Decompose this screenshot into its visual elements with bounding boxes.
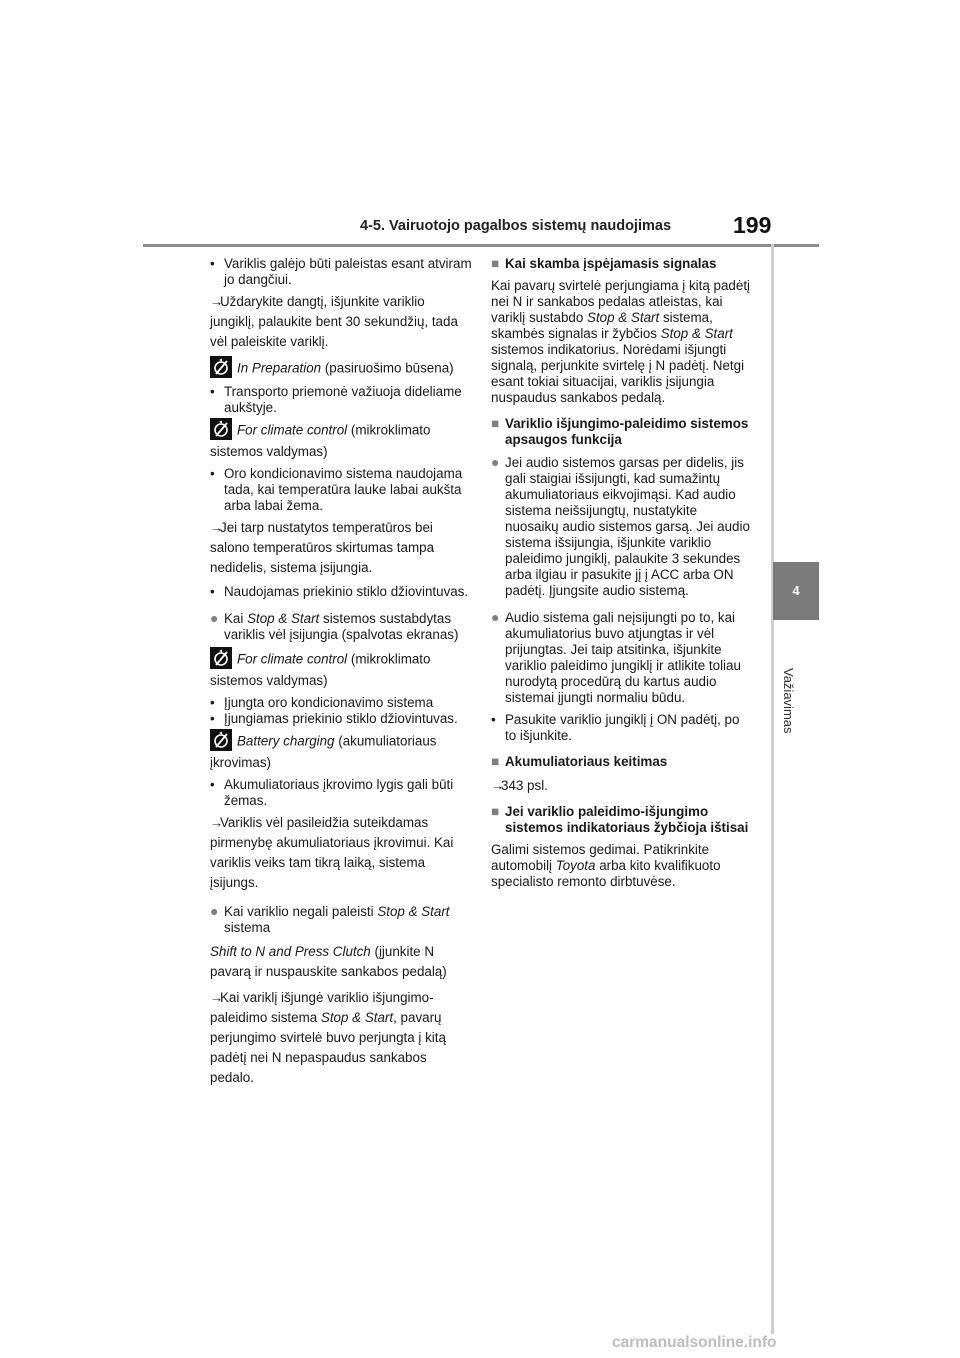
indicator-item: In Preparation (pasiruošimo būsena) (210, 358, 472, 380)
arrow-note: →Uždarykite dangtį, išjunkite variklio jungiklį, palaukite bent 30 sekundžių, tada vėl paleiskite variklį. (210, 294, 458, 349)
list-item: • Transporto priemonė važiuoja dideliame aukštyje. (210, 384, 462, 415)
watermark: carmanualsonline.info (612, 1334, 777, 1351)
indicator-item: For climate control (mikroklimato sistemos valdymas) (210, 420, 472, 462)
indicator-item: Battery charging (akumuliatoriaus įkrovimas) (210, 731, 472, 773)
stop-start-indicator-icon (210, 418, 232, 440)
paragraph: Kai pavarų svirtelė perjungiama į kitą padėtį nei N ir sankabos pedalas atleistas, kai variklį sustabdo Stop & Start sistema, skambės signalas ir žybčios Stop & Start sistemos indikatorius. Norėdami išjungti signalą, perjunkite svirtelę į N padėtį. Netgi esant tokiai situacijai, variklis įsijungia nuspaudus sankabos pedalą. (491, 278, 751, 405)
chapter-tab[interactable]: 4 (773, 562, 819, 620)
indicator-item: For climate control (mikroklimato sistemos valdymas) (210, 649, 472, 691)
paragraph: Galimi sistemos gedimai. Patikrinkite automobilį Toyota arba kito kvalifikuoto specialisto remonto dirbtuvėse. (491, 842, 721, 889)
left-column (210, 256, 472, 1094)
dot-item: ● Kai Stop & Start sistemos sustabdytas variklis vėl įsijungia (spalvotas ekranas) (210, 610, 459, 642)
list-item: • Įjungta oro kondicionavimo sistema (210, 695, 434, 710)
side-rule (771, 244, 774, 1334)
page-reference-link[interactable]: →343 psl. (491, 778, 548, 793)
arrow-note: →Kai variklį išjungė variklio išjungimo-paleidimo sistema Stop & Start, pavarų perjungimo svirtelė buvo perjungta į kitą padėtį nei N nepaspaudus sankabos pedalo. (210, 990, 446, 1085)
header-rule (143, 244, 819, 247)
stop-start-indicator-icon (210, 647, 232, 669)
list-item: • Oro kondicionavimo sistema naudojama tada, kai temperatūra lauke labai aukšta arba labai žema. (210, 466, 463, 513)
right-column (491, 256, 753, 900)
dot-item: ● Jei audio sistemos garsas per didelis, jis gali staigiai išsijungti, kad sumažintų akumuliatoriaus eikvojimąsi. Kad audio sistema neišsijungtų, nustatykite nuosaikų audio sistemos garsą. Jei audio sistema išsijungia, išjunkite variklio paleidimo jungiklį, palaukite 3 sekundes arba ilgiau ir pasukite jį į ACC arba ON padėtį. Įjungsite audio sistemą. (491, 454, 750, 598)
page-number: 199 (733, 212, 772, 238)
list-item: • Įjungiamas priekinio stiklo džiovintuvas. (210, 711, 458, 726)
chapter-label: Važiavimas (781, 668, 796, 734)
list-item: • Pasukite variklio jungiklį į ON padėtį, po to išjunkite. (491, 712, 740, 743)
arrow-note: →Jei tarp nustatytos temperatūros bei salono temperatūros skirtumas tampa nedidelis, sistema įsijungia. (210, 520, 435, 575)
dot-item: ● Kai variklio negali paleisti Stop & Start sistema (210, 903, 450, 935)
stop-start-indicator-icon (210, 729, 232, 751)
section-heading: ■ Kai skamba įspėjamasis signalas (491, 256, 717, 271)
dot-item: ● Audio sistema gali neįsijungti po to, kai akumuliatorius buvo atjungtas ir vėl prijungtas. Jei taip atsitinka, išjunkite variklio paleidimo jungiklį ir atlikite toliau nurodytą procedūrą du kartus audio sistemai įjungti normaliu būdu. (491, 609, 741, 705)
list-item: • Naudojamas priekinio stiklo džiovintuvas. (210, 584, 469, 599)
arrow-note: →Variklis vėl pasileidžia suteikdamas pirmenybę akumuliatoriaus įkrovimui. Kai variklis veiks tam tikrą laiką, sistema įsijungs. (210, 815, 454, 890)
message-text: Shift to N and Press Clutch (įjunkite N pavarą ir nuspauskite sankabos pedalą) (210, 944, 447, 979)
list-item: • Variklis galėjo būti paleistas esant atviram jo dangčiui. (210, 256, 472, 287)
section-heading: ■ Jei variklio paleidimo-išjungimo sistemos indikatoriaus žybčioja ištisai (491, 804, 749, 835)
section-heading: ■ Akumuliatoriaus keitimas (491, 754, 668, 769)
section-heading: ■ Variklio išjungimo-paleidimo sistemos apsaugos funkcija (491, 416, 749, 447)
list-item: • Akumuliatoriaus įkrovimo lygis gali būti žemas. (210, 777, 454, 808)
stop-start-indicator-icon (210, 356, 232, 378)
section-title: 4-5. Vairuotojo pagalbos sistemų naudojimas (360, 218, 672, 234)
